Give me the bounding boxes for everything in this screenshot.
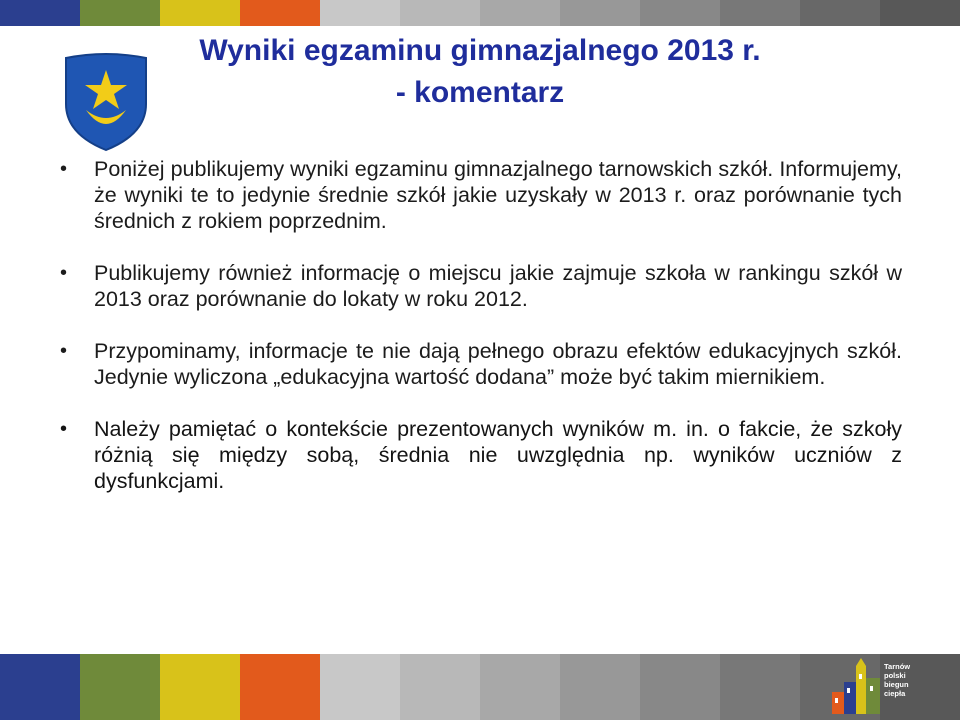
color-stripe [0,0,80,26]
color-stripe [640,0,720,26]
bullet-dot: • [60,262,68,284]
bullet-text: Należy pamiętać o kontekście prezentowanych wyników m. in. o fakcie, że szkoły różnią się między sobą, średnia nie uwzględnia np. wyników uczniów z dysfunkcjami. [94,417,902,493]
bullet-text: Przypominamy, informacje te nie dają pełnego obrazu efektów edukacyjnych szkół. Jedynie wyliczona „edukacyjna wartość dodana” może być takim miernikiem. [94,339,902,389]
city-skyline-icon [830,658,884,718]
tarnow-logo [830,658,954,718]
logo-line: polski [884,671,906,680]
bullet-text: Poniżej publikujemy wyniki egzaminu gimnazjalnego tarnowskich szkół. Informujemy, że wyniki te to jedynie średnie szkół jakie uzyskały w 2013 r. oraz porównanie tych średnich z rokiem poprzednim. [94,157,902,233]
color-stripe [320,654,400,720]
color-stripe [640,654,720,720]
bullet-item [60,260,902,312]
top-color-stripes [0,0,960,26]
color-stripe [80,0,160,26]
color-stripe [560,0,640,26]
color-stripe [480,0,560,26]
color-stripe [240,654,320,720]
logo-text [884,662,948,698]
color-stripe [480,654,560,720]
color-stripe [80,654,160,720]
bottom-color-stripes [0,654,960,720]
color-stripe [560,654,640,720]
bullet-text: Publikujemy również informację o miejscu jakie zajmuje szkoła w rankingu szkół w 2013 oraz porównanie do lokaty w roku 2012. [94,261,902,311]
color-stripe [720,654,800,720]
bullet-item [60,416,902,494]
color-stripe [320,0,400,26]
bullet-list [60,156,902,520]
color-stripe [160,654,240,720]
color-stripe [880,0,960,26]
color-stripe [160,0,240,26]
logo-line: biegun [884,680,909,689]
color-stripe [400,0,480,26]
coat-of-arms-icon [62,52,150,152]
bullet-item [60,156,902,234]
bullet-item [60,338,902,390]
bullet-dot: • [60,418,68,440]
color-stripe [400,654,480,720]
bullet-dot: • [60,158,68,180]
color-stripe [800,0,880,26]
color-stripe [720,0,800,26]
color-stripe [240,0,320,26]
title-line-1: Wyniki egzaminu gimnazjalnego 2013 r. [199,34,761,67]
title-line-2: - komentarz [395,76,565,109]
color-stripe [0,654,80,720]
bullet-dot: • [60,340,68,362]
logo-line: Tarnów [884,662,911,671]
slide-title [170,30,790,114]
logo-line: ciepła [884,689,906,698]
